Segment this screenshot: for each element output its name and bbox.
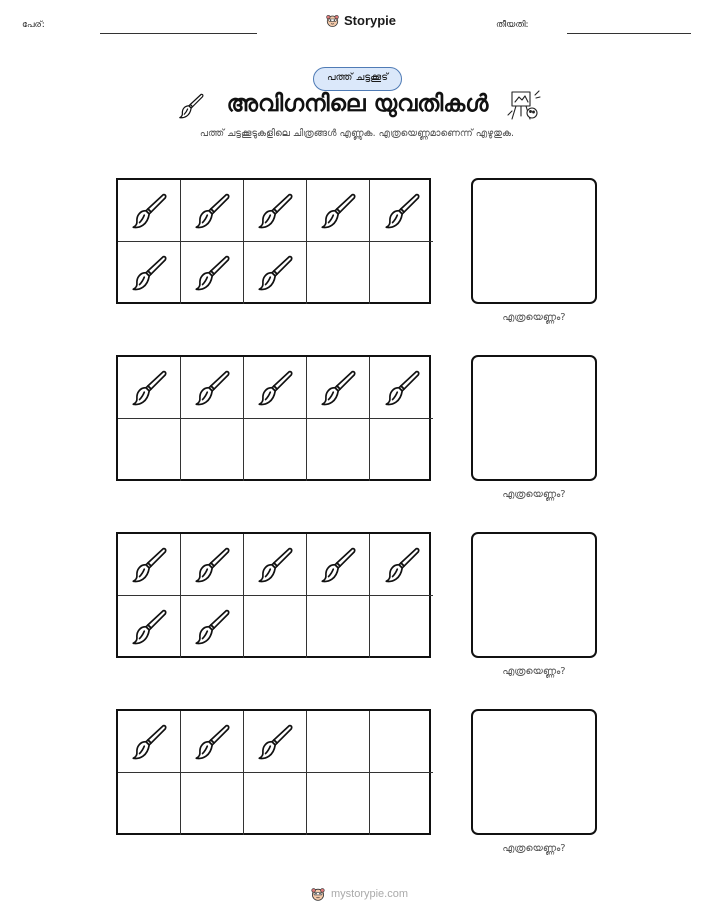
- instructions: പത്ത് ചട്ടക്കൂടുകളിലെ ചിത്രങ്ങൾ എണ്ണുക. എത്രയെണ്ണമാണെന്ന് എഴുതുക.: [199, 128, 515, 139]
- paintbrush-icon: [254, 190, 296, 232]
- ten-frame-cell: [244, 711, 307, 773]
- ten-frame-cell: [181, 534, 244, 596]
- ten-frame-cell: [118, 773, 181, 835]
- paintbrush-icon: [191, 606, 233, 648]
- footer-url: mystorypie.com: [331, 888, 409, 900]
- storypie-logo: [325, 13, 396, 28]
- ten-frame-cell: [181, 773, 244, 835]
- paintbrush-icon: [254, 721, 296, 763]
- ten-frame-cell: [307, 180, 370, 242]
- date-field[interactable]: [567, 33, 691, 34]
- ten-frame-cell: [370, 711, 433, 773]
- ten-frame-cell: [370, 180, 433, 242]
- paintbrush-icon: [317, 367, 359, 409]
- date-label: തീയതി:: [496, 20, 529, 30]
- paintbrush-icon: [254, 544, 296, 586]
- name-label: പേര്:: [22, 20, 45, 30]
- paintbrush-icon: [128, 544, 170, 586]
- ten-frame-cell: [118, 711, 181, 773]
- ten-frame: [116, 355, 431, 481]
- ten-frame-cell: [244, 357, 307, 419]
- art-easel-icon: [506, 89, 542, 121]
- how-many-label: എത്രയെണ്ണം?: [502, 666, 566, 677]
- paintbrush-icon: [191, 721, 233, 763]
- ten-frame-cell: [370, 357, 433, 419]
- ten-frame-cell: [118, 180, 181, 242]
- storypie-mascot-icon: [325, 13, 340, 28]
- paintbrush-icon: [317, 190, 359, 232]
- worksheet-type-badge: പത്ത് ചട്ടക്കൂട്: [313, 67, 402, 91]
- paintbrush-icon: [128, 252, 170, 294]
- paintbrush-icon: [381, 544, 423, 586]
- ten-frame-cell: [307, 242, 370, 304]
- paintbrush-icon: [381, 367, 423, 409]
- ten-frame-cell: [307, 773, 370, 835]
- ten-frame-cell: [370, 534, 433, 596]
- ten-frame-cell: [181, 711, 244, 773]
- ten-frame-cell: [307, 711, 370, 773]
- ten-frame-cell: [118, 596, 181, 658]
- how-many-label: എത്രയെണ്ണം?: [502, 312, 566, 323]
- paintbrush-icon: [254, 252, 296, 294]
- paintbrush-icon: [254, 367, 296, 409]
- ten-frame: [116, 532, 431, 658]
- paintbrush-icon: [176, 91, 206, 121]
- footer: [310, 886, 408, 902]
- name-field[interactable]: [100, 33, 257, 34]
- paintbrush-icon: [191, 252, 233, 294]
- how-many-label: എത്രയെണ്ണം?: [502, 843, 566, 854]
- answer-box[interactable]: [471, 178, 597, 304]
- paintbrush-icon: [128, 190, 170, 232]
- ten-frame-cell: [244, 773, 307, 835]
- ten-frame-cell: [181, 180, 244, 242]
- paintbrush-icon: [128, 721, 170, 763]
- ten-frame-cell: [307, 596, 370, 658]
- paintbrush-icon: [128, 367, 170, 409]
- ten-frame-cell: [118, 419, 181, 481]
- how-many-label: എത്രയെണ്ണം?: [502, 489, 566, 500]
- logo-text: Storypie: [344, 13, 397, 28]
- answer-box[interactable]: [471, 709, 597, 835]
- ten-frame-cell: [307, 419, 370, 481]
- ten-frame-cell: [244, 596, 307, 658]
- ten-frame-cell: [181, 357, 244, 419]
- ten-frame-cell: [181, 596, 244, 658]
- answer-box[interactable]: [471, 355, 597, 481]
- ten-frame-cell: [181, 419, 244, 481]
- ten-frame-cell: [244, 419, 307, 481]
- ten-frame: [116, 709, 431, 835]
- ten-frame: [116, 178, 431, 304]
- ten-frame-cell: [118, 357, 181, 419]
- ten-frame-cell: [370, 419, 433, 481]
- paintbrush-icon: [381, 190, 423, 232]
- ten-frame-cell: [244, 242, 307, 304]
- paintbrush-icon: [191, 544, 233, 586]
- paintbrush-icon: [317, 544, 359, 586]
- ten-frame-cell: [244, 534, 307, 596]
- ten-frame-cell: [307, 357, 370, 419]
- ten-frame-cell: [370, 773, 433, 835]
- ten-frame-cell: [307, 534, 370, 596]
- paintbrush-icon: [191, 190, 233, 232]
- ten-frame-cell: [244, 180, 307, 242]
- paintbrush-icon: [191, 367, 233, 409]
- ten-frame-cell: [181, 242, 244, 304]
- ten-frame-cell: [370, 596, 433, 658]
- ten-frame-cell: [370, 242, 433, 304]
- storypie-mascot-icon: [310, 886, 326, 902]
- ten-frame-cell: [118, 242, 181, 304]
- paintbrush-icon: [128, 606, 170, 648]
- answer-box[interactable]: [471, 532, 597, 658]
- page-title: അവിഗനിലെ യുവതികൾ: [226, 91, 489, 117]
- ten-frame-cell: [118, 534, 181, 596]
